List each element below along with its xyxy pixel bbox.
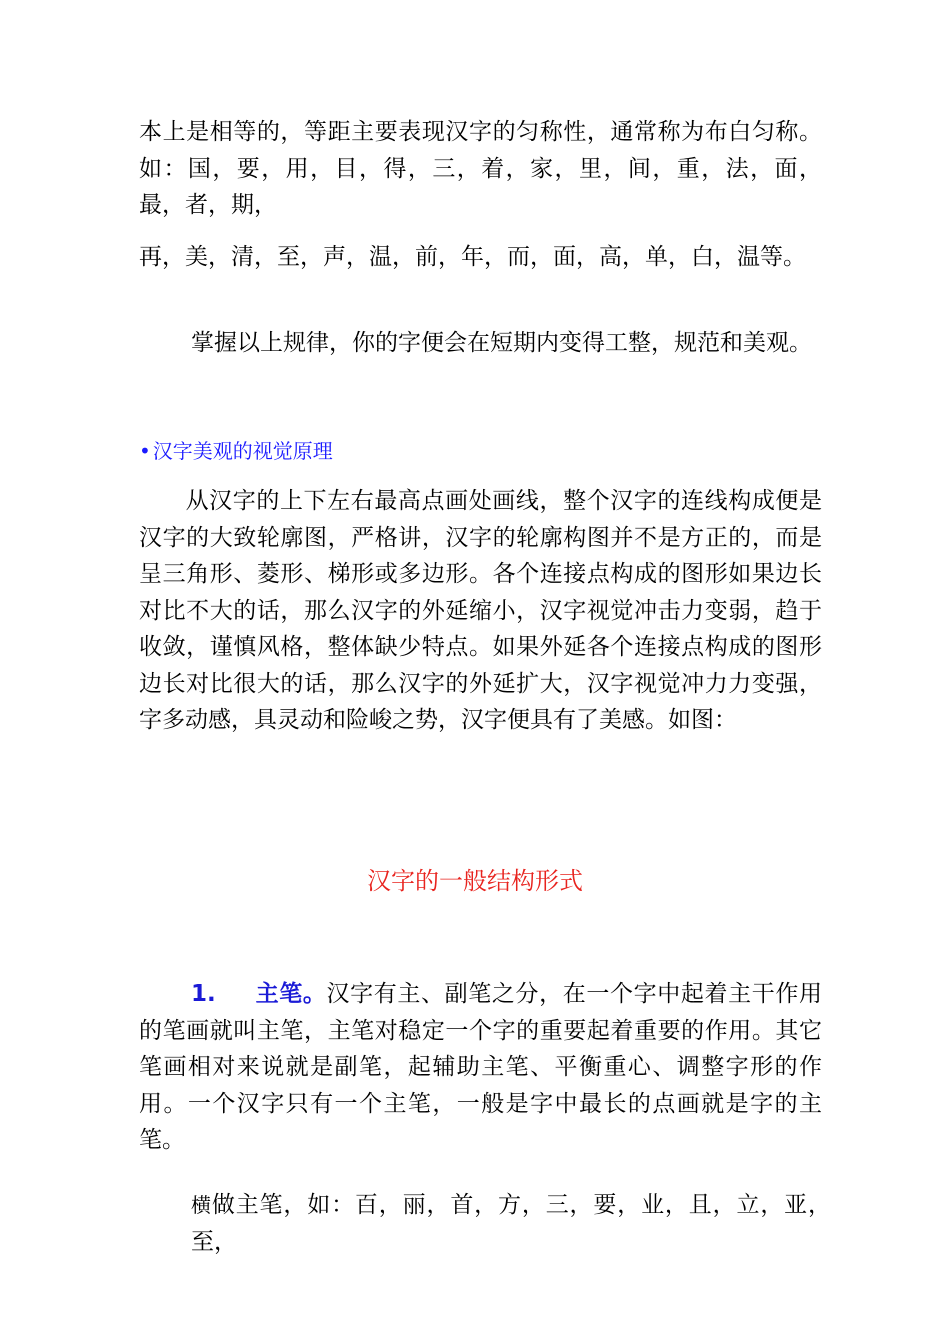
paragraph-uniform-spacing: 本上是相等的，等距主要表现汉字的匀称性，通常称为布白匀称。如：国，要，用，目，得，三，着，家，里，间，重，法，面，最，者，期， bbox=[139, 119, 822, 218]
paragraph-example-characters: 再，美，清，至，声，温，前，年，而，面，高，单，白，温等。 bbox=[139, 244, 806, 270]
list-item-term: 主笔。 bbox=[255, 981, 327, 1007]
section-heading-text: 汉字美观的视觉原理 bbox=[152, 439, 333, 463]
example-text: 做主笔，如：百，丽，首，方，三，要，业，且，立，亚，至， bbox=[191, 1192, 832, 1255]
list-item-number: 1. bbox=[191, 981, 216, 1007]
paragraph-visual-principle-text: 从汉字的上下左右最高点画处画线，整个汉字的连线构成便是汉字的大致轮廓图，严格讲，汉字的轮廓构图并不是方正的，而是呈三角形、菱形、梯形或多边形。各个连接点构成的图形如果边长对比不大的话，那么汉字的外延缩小，汉字视觉冲击力变弱，趋于收敛，谨慎风格，整体缺少特点。如果外延各个连接点构成的图形边长对比很大的话，那么汉字的外延扩大，汉字视觉冲力力变强，字多动感，具灵动和险峻之势，汉字便具有了美感。如图： bbox=[139, 488, 822, 733]
list-item-main-stroke bbox=[139, 976, 822, 1159]
bullet-icon: • bbox=[139, 439, 151, 463]
section-title-structure: 汉字的一般结构形式 bbox=[367, 867, 583, 895]
paragraph-visual-principle bbox=[139, 483, 822, 739]
example-prefix: 横 bbox=[191, 1193, 212, 1217]
section-heading-visual-principle bbox=[139, 436, 333, 466]
paragraph-mastery-text: 掌握以上规律，你的字便会在短期内变得工整，规范和美观。 bbox=[191, 330, 812, 356]
list-item-text: 汉字有主、副笔之分，在一个字中起着主干作用的笔画就叫主笔，主笔对稳定一个字的重要起着重要的作用。其它笔画相对来说就是副笔，起辅助主笔、平衡重心、调整字形的作用。一个汉字只有一个主笔，一般是字中最长的点画就是字的主笔。 bbox=[139, 981, 822, 1153]
paragraph-mastery-note bbox=[139, 325, 822, 362]
paragraph-horizontal-examples bbox=[191, 1187, 831, 1260]
